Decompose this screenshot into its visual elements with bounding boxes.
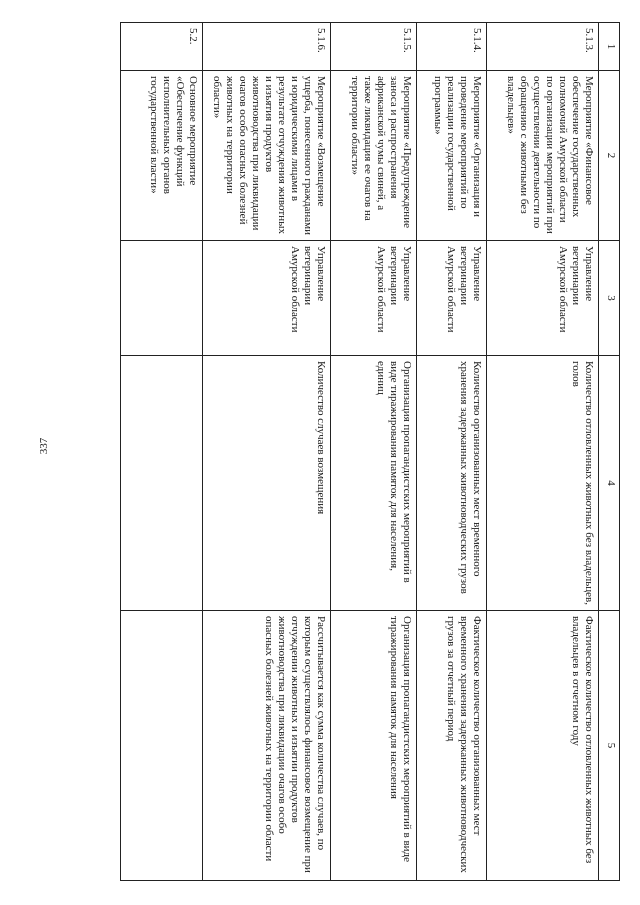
table-row xyxy=(203,23,331,881)
program-table xyxy=(120,22,620,881)
row-number: 5.1.3. xyxy=(487,23,599,71)
row-number: 5.1.4. xyxy=(417,23,487,71)
event-cell: Мероприятие «Финансовое обеспечение государственных полномочий Амурской области по организации мероприятий при осуществлении деятельности по обращению с животными без владельцев» xyxy=(487,71,599,241)
row-number: 5.1.6. xyxy=(203,23,331,71)
executor-cell: Управление ветеринарии Амурской области xyxy=(417,241,487,356)
page-number: 337 xyxy=(38,437,50,455)
event-cell: Мероприятие «Предупреждение заноса и распространения африканской чумы свиней, а также ликвидация ее очагов на территории области» xyxy=(331,71,417,241)
method-cell: Фактическое количество отловленных животных без владельцев в отчетном году xyxy=(487,611,599,881)
rotated-table-container xyxy=(120,22,620,880)
executor-cell: Управление ветеринарии Амурской области xyxy=(331,241,417,356)
header-cell: 2 xyxy=(599,71,620,241)
table-row xyxy=(487,23,599,881)
table-row xyxy=(417,23,487,881)
row-number: 5.2. xyxy=(121,23,203,71)
indicator-cell: Количество случаев возмещения xyxy=(203,356,331,611)
method-cell xyxy=(121,611,203,881)
header-cell: 5 xyxy=(599,611,620,881)
indicator-cell xyxy=(121,356,203,611)
table-row xyxy=(121,23,203,881)
indicator-cell: Организация пропагандистских мероприятий в виде тиражирования памяток для населения, единиц xyxy=(331,356,417,611)
executor-cell: Управление ветеринарии Амурской области xyxy=(487,241,599,356)
header-cell: 4 xyxy=(599,356,620,611)
executor-cell: Управление ветеринарии Амурской области xyxy=(203,241,331,356)
indicator-cell: Количество отловленных животных без владельцев, голов xyxy=(487,356,599,611)
header-cell: 1 xyxy=(599,23,620,71)
executor-cell xyxy=(121,241,203,356)
method-cell: Фактическое количество организованных мест временного хранения задержанных животноводческих грузов за отчетный период xyxy=(417,611,487,881)
event-cell: Основное мероприятие «Обеспечение функций исполнительных органов государственной власти» xyxy=(121,71,203,241)
header-row xyxy=(599,23,620,881)
event-cell: Мероприятие «Организация и проведение мероприятий по реализации государственной программы» xyxy=(417,71,487,241)
indicator-cell: Количество организованных мест временного хранения задержанных животноводческих грузов xyxy=(417,356,487,611)
row-number: 5.1.5. xyxy=(331,23,417,71)
table-row xyxy=(331,23,417,881)
method-cell: Рассчитывается как сумма количества случаев, по которым осуществлялось финансовое возмещение при отчуждении животных и изъятии продуктов животноводства при ликвидации очагов особо опасных болезней животных на территории области xyxy=(203,611,331,881)
method-cell: Организация пропагандистских мероприятий в виде тиражирования памяток для населения xyxy=(331,611,417,881)
header-cell: 3 xyxy=(599,241,620,356)
event-cell: Мероприятие «Возмещение ущерба, понесенного гражданами и юридическими лицами в результате отчуждения животных и изъятия продуктов животноводства при ликвидации очагов особо опасных болезней животных на территории области» xyxy=(203,71,331,241)
